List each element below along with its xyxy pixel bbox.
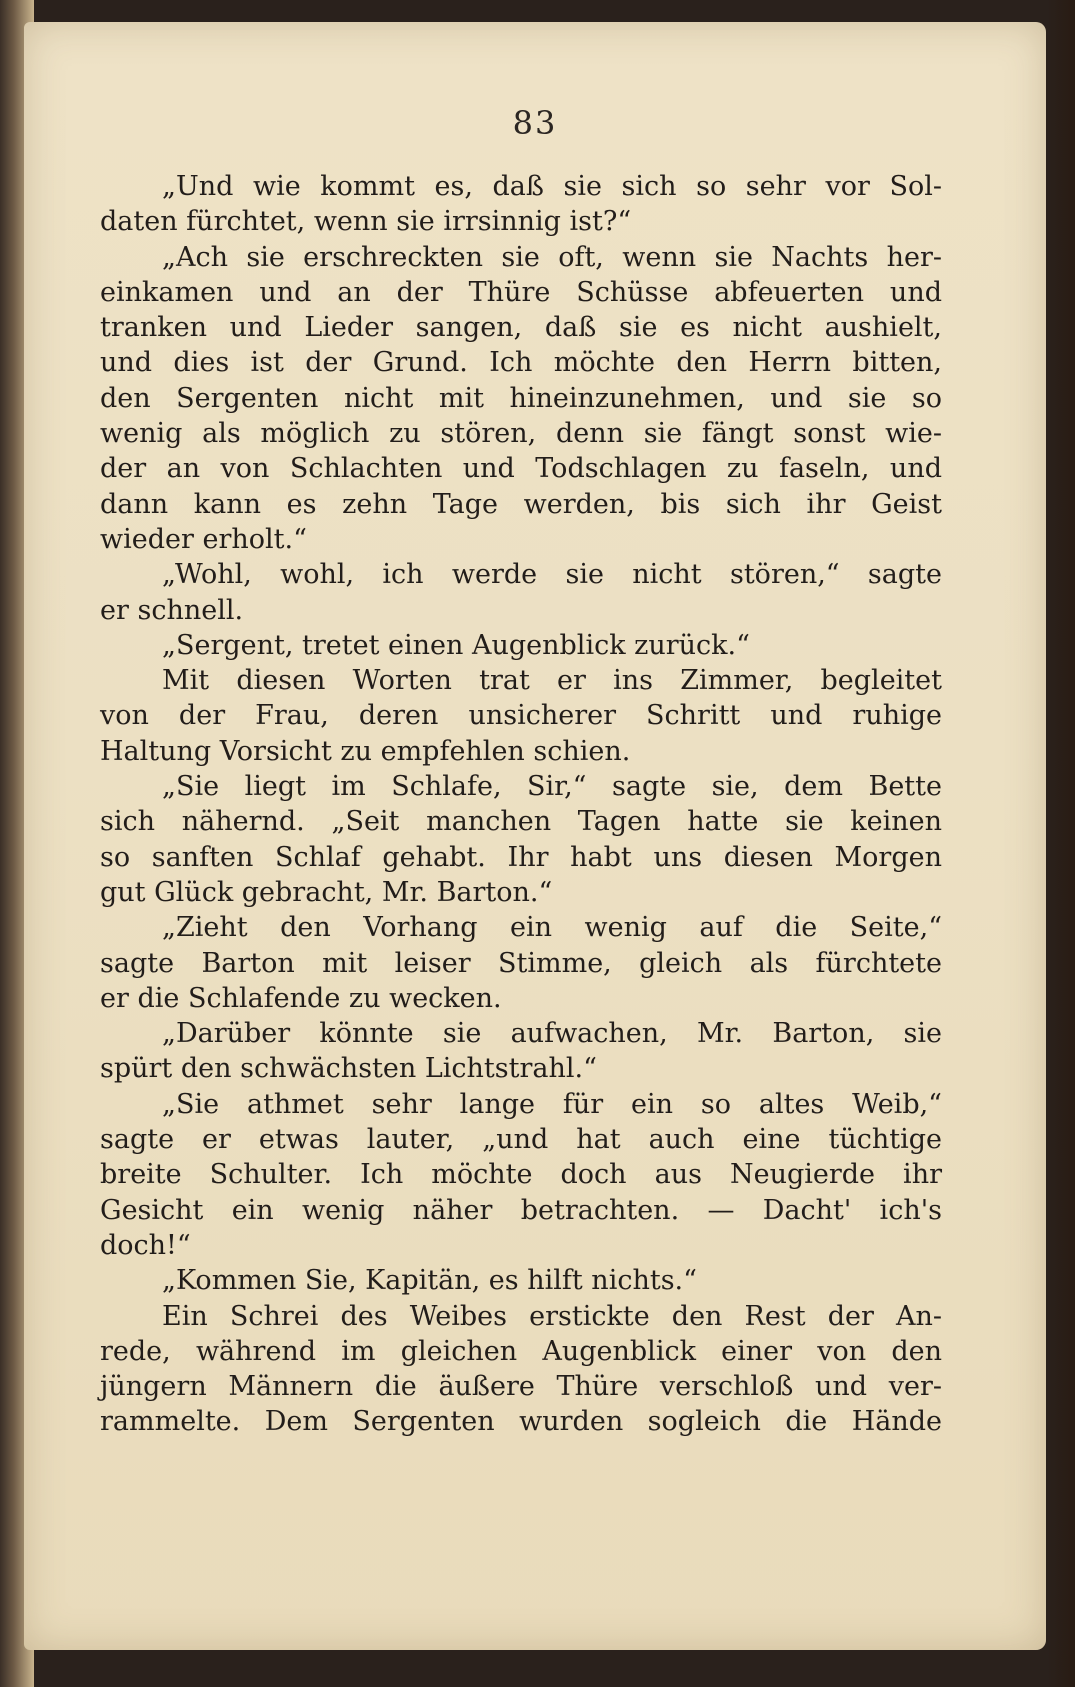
text-line: er die Schlafende zu wecken. — [100, 982, 502, 1014]
text-line: einkamen und an der Thüre Schüsse abfeuerten und — [100, 276, 942, 308]
text-line: sagte er etwas lauter, „und hat auch eine tüchtige — [100, 1124, 942, 1156]
text-line: „Darüber könnte sie aufwachen, Mr. Barton, sie — [162, 1018, 942, 1050]
text-line: sich nähernd. „Seit manchen Tagen hatte sie keinen — [100, 806, 942, 838]
text-line: gut Glück gebracht, Mr. Barton.“ — [100, 876, 553, 908]
text-line: so sanften Schlaf gehabt. Ihr habt uns diesen Morgen — [100, 841, 942, 873]
text-line: sagte Barton mit leiser Stimme, gleich als fürchtete — [100, 947, 942, 979]
text-line: Mit diesen Worten trat er ins Zimmer, begleitet — [162, 665, 942, 697]
body-text — [100, 169, 942, 1440]
text-line: und dies ist der Grund. Ich möchte den Herrn bitten, — [100, 347, 942, 379]
text-line: „Wohl, wohl, ich werde sie nicht stören,“ sagte — [162, 559, 942, 591]
page-number: 83 — [512, 104, 558, 142]
text-line: Haltung Vorsicht zu empfehlen schien. — [100, 735, 631, 767]
text-line: er schnell. — [100, 594, 244, 626]
text-line: Ein Schrei des Weibes erstickte den Rest der An- — [162, 1300, 942, 1332]
text-line: jüngern Männern die äußere Thüre verschloß und ver- — [100, 1371, 942, 1403]
text-line: „Ach sie erschreckten sie oft, wenn sie Nachts her- — [162, 241, 942, 273]
text-line: „Zieht den Vorhang ein wenig auf die Seite,“ — [162, 912, 942, 944]
text-line: wenig als möglich zu stören, denn sie fängt sonst wie- — [100, 418, 942, 450]
text-line: „Sie athmet sehr lange für ein so altes Weib,“ — [162, 1088, 942, 1120]
text-line: rammelte. Dem Sergenten wurden sogleich die Hände — [100, 1406, 942, 1438]
text-line: rede, während im gleichen Augenblick einer von den — [100, 1335, 942, 1367]
text-line: „Sie liegt im Schlafe, Sir,“ sagte sie, dem Bette — [162, 771, 942, 803]
text-line: Gesicht ein wenig näher betrachten. — Dacht' ich's — [100, 1194, 942, 1226]
text-line: spürt den schwächsten Lichtstrahl.“ — [100, 1053, 597, 1085]
text-line: „Und wie kommt es, daß sie sich so sehr vor Sol- — [162, 171, 942, 202]
text-line: dann kann es zehn Tage werden, bis sich ihr Geist — [100, 488, 942, 520]
text-line: daten fürchtet, wenn sie irrsinnig ist?“ — [100, 206, 632, 238]
book-page — [24, 22, 1046, 1650]
text-line: „Kommen Sie, Kapitän, es hilft nichts.“ — [162, 1265, 697, 1297]
text-line: doch!“ — [100, 1229, 191, 1261]
text-line: breite Schulter. Ich möchte doch aus Neugierde ihr — [100, 1159, 942, 1191]
text-line: den Sergenten nicht mit hineinzunehmen, und sie so — [100, 382, 942, 414]
text-line: der an von Schlachten und Todschlagen zu faseln, und — [100, 453, 942, 485]
text-line: wieder erholt.“ — [100, 523, 307, 555]
text-line: tranken und Lieder sangen, daß sie es nicht aushielt, — [100, 312, 942, 344]
page-edge-shadow — [1047, 0, 1075, 1687]
text-line: „Sergent, tretet einen Augenblick zurück.“ — [162, 629, 750, 661]
text-line: von der Frau, deren unsicherer Schritt und ruhige — [100, 700, 942, 732]
